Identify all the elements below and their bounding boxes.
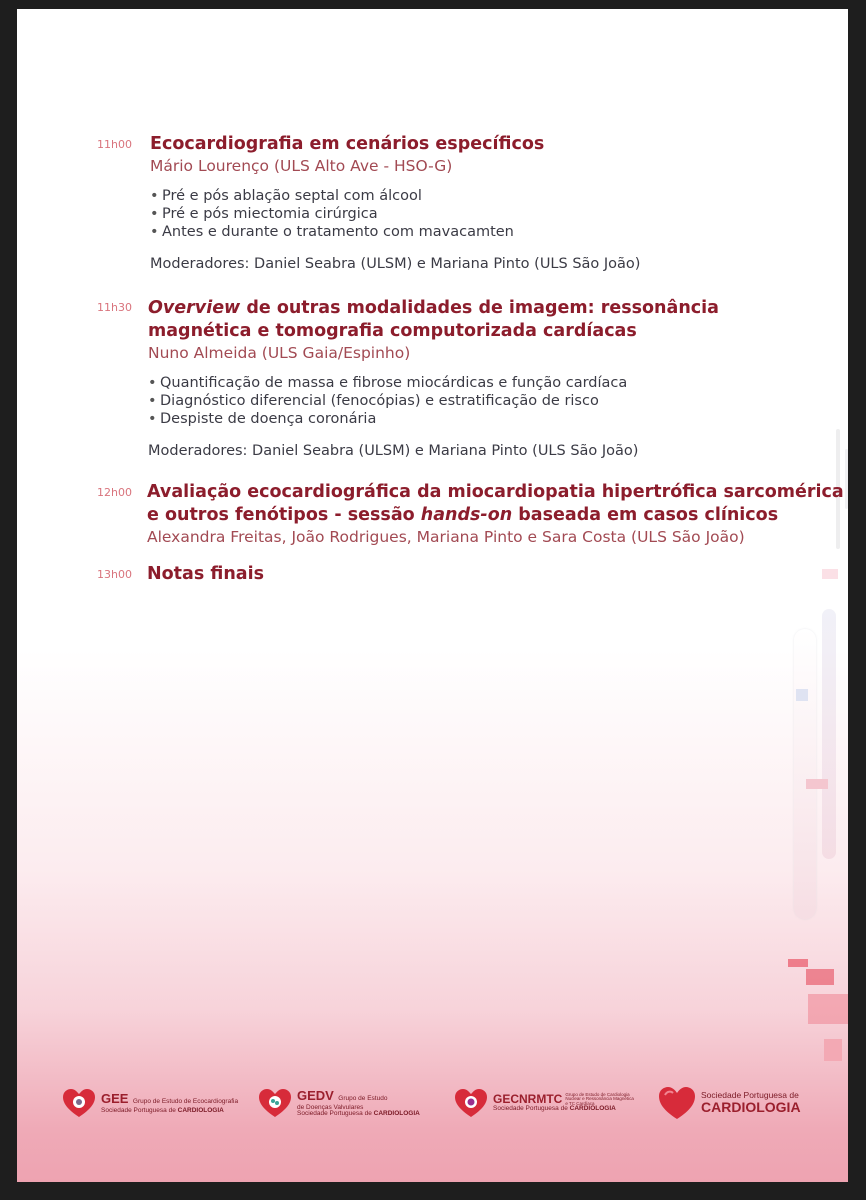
logo-text: e TC Cardíaca <box>565 1100 595 1106</box>
title-italic: Overview <box>148 298 241 318</box>
list-item: • Quantificação de massa e fibrose miocárdicas e função cardíaca <box>148 374 719 392</box>
logo-gecnrmtc <box>453 1075 634 1131</box>
decorative-square <box>822 569 838 579</box>
decorative-square <box>788 959 808 967</box>
logo-text: CARDIOLOGIA <box>701 1099 801 1116</box>
slot-title: Ecocardiografia em cenários específicos <box>150 134 545 154</box>
slot-time: 13h00 <box>97 568 132 581</box>
program-slot <box>97 133 641 273</box>
slot-speaker: Alexandra Freitas, João Rodrigues, Mariana Pinto e Sara Costa (ULS São João) <box>147 528 745 546</box>
logo-text: Sociedade Portuguesa de <box>297 1110 374 1118</box>
logo-text: Grupo de Estudo de Ecocardiografia <box>132 1098 239 1106</box>
title-italic: hands-on <box>420 505 513 525</box>
logo-gedv <box>257 1075 420 1131</box>
logo-gee <box>61 1075 238 1131</box>
logo-text: Sociedade Portuguesa de <box>493 1105 570 1113</box>
decorative-line <box>845 449 848 509</box>
decorative-bar <box>822 609 836 859</box>
title-text: de outras modalidades de imagem: ressonância <box>240 298 719 318</box>
logo-text: Sociedade Portuguesa de <box>701 1090 799 1101</box>
decorative-square <box>796 689 808 701</box>
list-item: • Despiste de doença coronária <box>148 410 719 428</box>
logo-text: CARDIOLOGIA <box>569 1105 616 1113</box>
program-slot <box>97 297 719 460</box>
moderators: Moderadores: Daniel Seabra (ULSM) e Mariana Pinto (ULS São João) <box>148 443 639 459</box>
program-page <box>17 9 848 1182</box>
topic-list <box>150 187 640 241</box>
logo-text: CARDIOLOGIA <box>177 1106 224 1114</box>
title-text: baseada em casos clínicos <box>512 505 779 525</box>
logo-text: Nuclear e Ressonância Magnética <box>565 1096 634 1102</box>
logo-spc <box>657 1075 801 1131</box>
logo-text: Sociedade Portuguesa de <box>101 1106 178 1114</box>
logo-abbr: GEDV <box>297 1087 334 1103</box>
slot-title: Notas finais <box>147 564 265 584</box>
logo-abbr: GECNRMTC <box>493 1092 563 1107</box>
decorative-square <box>808 994 848 1024</box>
heart-logo-icon <box>657 1083 697 1123</box>
slot-speaker: Nuno Almeida (ULS Gaia/Espinho) <box>148 344 411 362</box>
program-slot <box>97 563 265 586</box>
slot-title-line2 <box>147 504 844 527</box>
list-item: • Pré e pós ablação septal com álcool <box>150 187 640 205</box>
decorative-square <box>806 969 834 985</box>
logo-abbr: GEE <box>101 1091 129 1107</box>
slot-speaker: Mário Lourenço (ULS Alto Ave - HSO-G) <box>150 157 453 175</box>
list-item: • Antes e durante o tratamento com mavacamten <box>150 223 640 241</box>
heart-logo-icon <box>453 1085 489 1121</box>
moderators: Moderadores: Daniel Seabra (ULSM) e Mariana Pinto (ULS São João) <box>150 256 641 272</box>
logo-text: CARDIOLOGIA <box>373 1110 420 1118</box>
topic-list <box>148 374 719 428</box>
logo-text: de Doenças Valvulares <box>297 1103 364 1111</box>
heart-logo-icon <box>61 1085 97 1121</box>
program-slot <box>97 481 844 548</box>
slot-title-line2: magnética e tomografia computorizada cardíacas <box>148 321 637 341</box>
slot-time: 11h00 <box>97 138 132 151</box>
slot-time: 12h00 <box>97 486 132 499</box>
slot-title <box>148 297 719 320</box>
list-item: • Pré e pós miectomia cirúrgica <box>150 205 640 223</box>
title-text: e outros fenótipos - sessão <box>147 505 421 525</box>
footer-logos <box>61 1075 801 1131</box>
slot-time: 11h30 <box>97 301 132 314</box>
list-item: • Diagnóstico diferencial (fenocópias) e estratificação de risco <box>148 392 719 410</box>
heart-logo-icon <box>257 1085 293 1121</box>
decorative-square <box>824 1039 842 1061</box>
logo-text: Grupo de Estudo <box>338 1094 388 1102</box>
decorative-square <box>806 779 828 789</box>
logo-text: Grupo de Estudo de Cardiologia <box>565 1091 630 1097</box>
decorative-bar <box>794 629 816 919</box>
slot-title: Avaliação ecocardiográfica da miocardiopatia hipertrófica sarcomérica <box>147 482 844 502</box>
